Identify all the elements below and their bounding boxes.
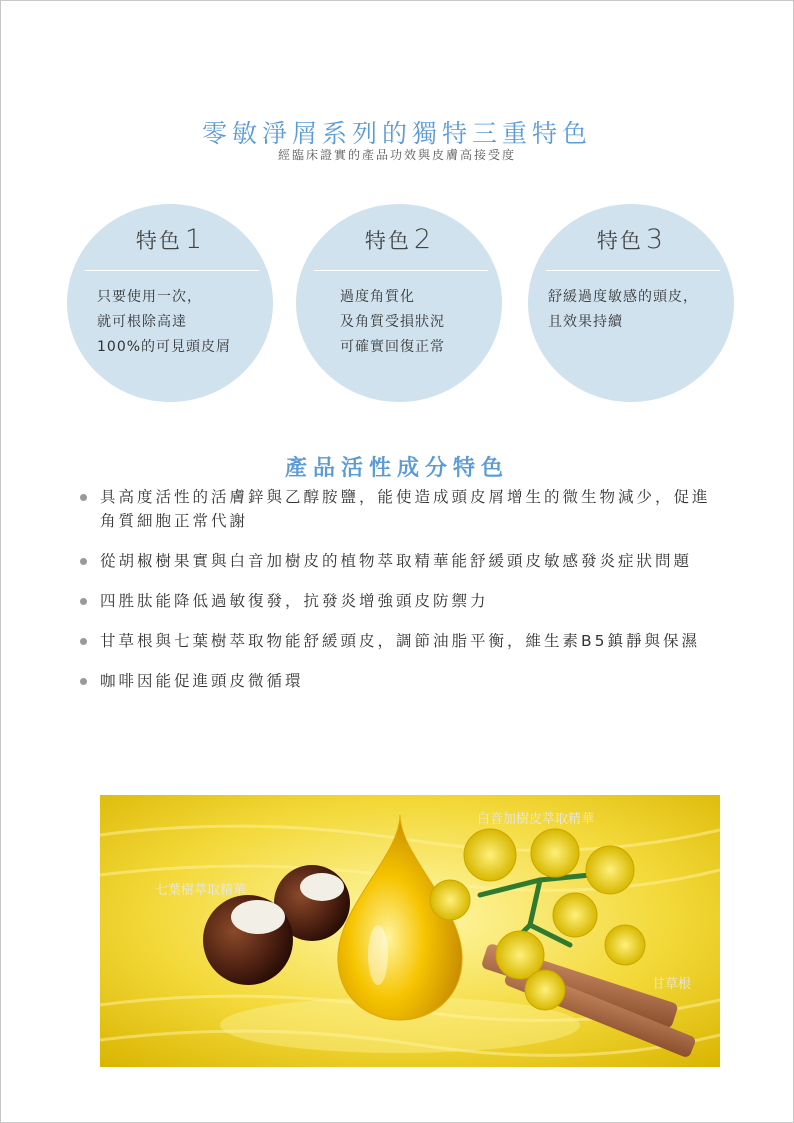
feature-3-title: [528, 224, 734, 255]
feature-2-text: 過度角質化 及角質受損狀況 可確實回復正常: [340, 289, 445, 355]
white-bark-label: 白音加樹皮萃取精華: [477, 812, 595, 827]
ingredients-photo: [100, 795, 720, 1067]
ingredient-text: 甘草根與七葉樹萃取物能舒緩頭皮，調節油脂平衡，維生素B5鎮靜與保濕: [100, 632, 700, 650]
ingredient-text: 從胡椒樹果實與白音加樹皮的植物萃取精華能舒緩頭皮敏感發炎症狀問題: [100, 552, 693, 570]
feature-3-label: 特色: [596, 229, 643, 253]
ingredient-text: 咖啡因能促進頭皮微循環: [100, 672, 304, 690]
licorice-label: 甘草根: [652, 977, 692, 992]
feature-2-divider: [314, 270, 488, 271]
feature-3-divider: [546, 270, 720, 271]
bullet-dot-icon: [80, 598, 87, 605]
feature-3-text: 舒緩過度敏感的頭皮， 且效果持續: [548, 289, 698, 330]
ingredient-item: [78, 669, 728, 693]
feature-3-number: 3: [645, 224, 666, 255]
feature-circle-2: [296, 204, 502, 402]
page-subtitle: 經臨床證實的產品功效與皮膚高接受度: [277, 148, 516, 162]
ingredients-list: [78, 485, 728, 709]
horse-chestnut-label: 七葉樹萃取精華: [155, 883, 247, 898]
feature-1-title: [67, 224, 273, 255]
ingredients-illustration: [100, 795, 720, 1067]
feature-1-divider: [85, 270, 259, 271]
ingredient-item: [78, 549, 728, 573]
ingredient-text: 具高度活性的活膚鋅與乙醇胺鹽，能使造成頭皮屑增生的微生物減少，促進角質細胞正常代謝: [100, 488, 711, 530]
ingredient-item: [78, 629, 728, 653]
bullet-dot-icon: [80, 558, 87, 565]
bullet-dot-icon: [80, 494, 87, 501]
feature-circle-3: [528, 204, 734, 402]
feature-2-label: 特色: [364, 229, 411, 253]
feature-circle-1: [67, 204, 273, 402]
ingredient-item: [78, 589, 728, 613]
feature-2-number: 2: [413, 224, 434, 255]
bullet-dot-icon: [80, 678, 87, 685]
feature-2-title: [296, 224, 502, 255]
ingredient-item: [78, 485, 728, 533]
page-title: 零敏淨屑系列的獨特三重特色: [201, 118, 592, 148]
ingredients-title: 產品活性成分特色: [284, 456, 509, 482]
ingredient-text: 四胜肽能降低過敏復發，抗發炎增強頭皮防禦力: [100, 592, 489, 610]
feature-1-label: 特色: [135, 229, 182, 253]
bullet-dot-icon: [80, 638, 87, 645]
feature-1-text: 只要使用一次， 就可根除高達 100%的可見頭皮屑: [97, 289, 232, 355]
feature-1-number: 1: [184, 224, 205, 255]
